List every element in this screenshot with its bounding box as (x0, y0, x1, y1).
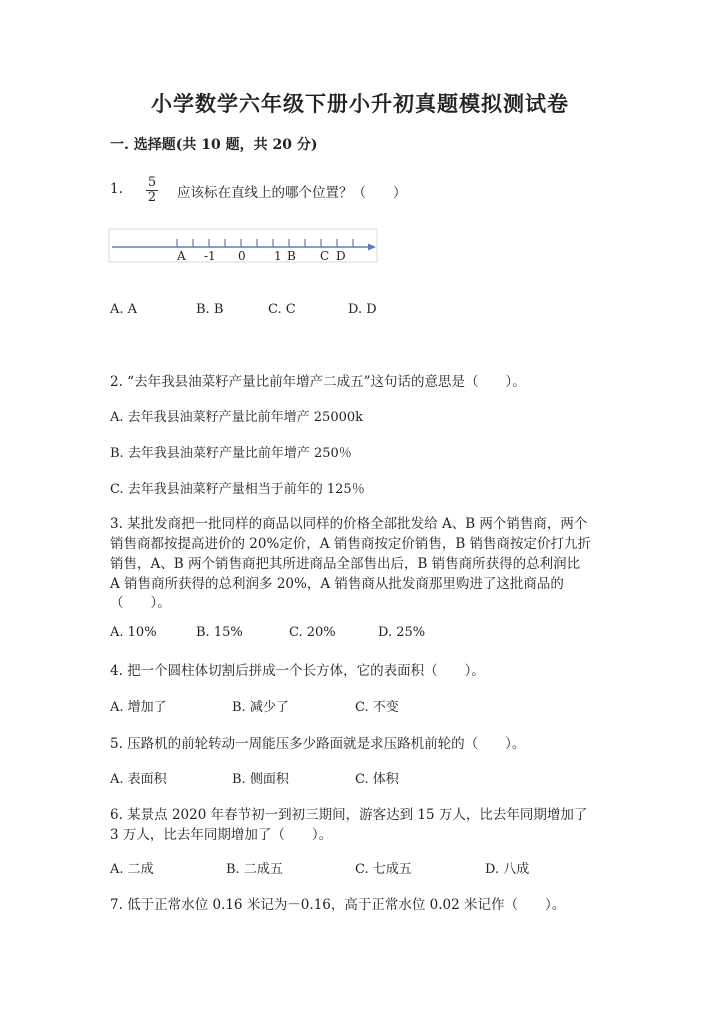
q2-option-c[interactable]: C. 去年我县油菜籽产量相当于前年的 125％ (110, 482, 365, 497)
numberline-label-C: C (320, 249, 330, 263)
numberline-label-D: D (336, 249, 346, 263)
q3-line-1: 3. 某批发商把一批同样的商品以同样的价格全部批发给 A、B 两个销售商，两个 (110, 516, 588, 532)
q1-fraction-denominator: 2 (147, 190, 157, 205)
q5-text: 5. 压路机的前轮转动一周能压多少路面就是求压路机前轮的（ ）。 (110, 736, 526, 752)
q2-option-b[interactable]: B. 去年我县油菜籽产量比前年增产 250％ (110, 446, 352, 461)
numberline-label-1: 1 (274, 249, 282, 263)
q5-option-b[interactable]: B. 侧面积 (232, 772, 289, 787)
q4-text: 4. 把一个圆柱体切割后拼成一个长方体，它的表面积（ ）。 (110, 663, 485, 679)
q6-line-2: 3 万人，比去年同期增加了（ ）。 (110, 827, 333, 843)
q1-text: 应该标在直线上的哪个位置？（ ） (177, 185, 407, 201)
q5-option-a[interactable]: A. 表面积 (110, 772, 167, 787)
numberline-label-minus-1: -1 (204, 249, 216, 263)
numberline-label-0: 0 (238, 249, 246, 263)
q4-option-c[interactable]: C. 不变 (355, 700, 399, 715)
q6-option-d[interactable]: D. 八成 (485, 862, 530, 877)
q1-option-b[interactable]: B. B (196, 302, 224, 317)
q3-line-4: A 销售商所获得的总利润多 20%，A 销售商从批发商那里购进了这批商品的 (110, 576, 564, 592)
page-title: 小学数学六年级下册小升初真题模拟测试卷 (151, 91, 569, 116)
q2-option-a[interactable]: A. 去年我县油菜籽产量比前年增产 25000k (110, 410, 364, 425)
q5-option-c[interactable]: C. 体积 (355, 772, 399, 787)
q3-option-c[interactable]: C. 20% (289, 625, 336, 640)
numberline-label-A: A (177, 249, 186, 263)
q3-line-3: 销售，A、B 两个销售商把其所进商品全部售出后，B 销售商所获得的总利润比 (110, 556, 581, 572)
q2-text: 2. “去年我县油菜籽产量比前年增产二成五”这句话的意思是（ ）。 (110, 374, 526, 390)
q4-option-b[interactable]: B. 减少了 (232, 700, 289, 715)
number-line-arrow (368, 244, 376, 251)
section-heading: 一. 选择题(共 10 题，共 20 分) (110, 137, 318, 153)
q1-number: 1. (110, 181, 123, 197)
q6-line-1: 6. 某景点 2020 年春节初一到初三期间，游客达到 15 万人，比去年同期增加了 (110, 807, 588, 823)
q3-line-5: （ ）。 (110, 595, 171, 611)
number-line-ticks (177, 239, 353, 247)
q7-text: 7. 低于正常水位 0.16 米记为－0.16，高于正常水位 0.02 米记作（ ）。 (110, 897, 566, 913)
q1-option-c[interactable]: C. C (268, 302, 296, 317)
q3-option-d[interactable]: D. 25% (378, 625, 426, 640)
q1-fraction-numerator: 5 (147, 175, 157, 190)
q4-option-a[interactable]: A. 增加了 (110, 700, 167, 715)
q3-line-2: 销售商都按提高进价的 20%定价，A 销售商按定价销售，B 销售商按定价打九折 (110, 536, 592, 552)
q3-option-a[interactable]: A. 10% (110, 625, 157, 640)
q6-option-b[interactable]: B. 二成五 (226, 862, 283, 877)
q6-option-c[interactable]: C. 七成五 (355, 862, 412, 877)
q6-option-a[interactable]: A. 二成 (110, 862, 154, 877)
numberline-label-B: B (287, 249, 296, 263)
q1-option-a[interactable]: A. A (110, 302, 138, 317)
q1-option-d[interactable]: D. D (348, 302, 377, 317)
q1-fraction (146, 176, 158, 205)
q3-option-b[interactable]: B. 15% (196, 625, 243, 640)
